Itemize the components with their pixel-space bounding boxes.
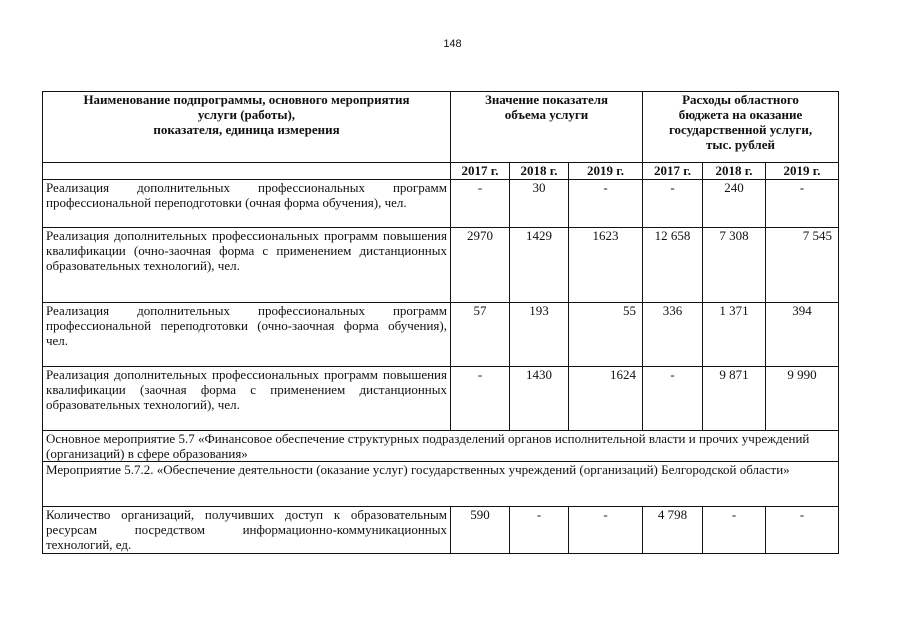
- row-value: 2970: [451, 228, 510, 303]
- row-value: -: [766, 507, 839, 554]
- row-value: -: [643, 367, 703, 431]
- row-value: 9 871: [703, 367, 766, 431]
- row-value: -: [451, 180, 510, 228]
- row-value: 7 308: [703, 228, 766, 303]
- row-value: 240: [703, 180, 766, 228]
- row-value: 590: [451, 507, 510, 554]
- table-row: [43, 507, 839, 554]
- row-value: 30: [510, 180, 569, 228]
- row-name: Количество организаций, получивших доступ к образовательным ресурсам посредством информационно-коммуникационных технологий, ед.: [43, 507, 451, 554]
- table-row: [43, 303, 839, 367]
- row-value: 4 798: [643, 507, 703, 554]
- row-value: 1 371: [703, 303, 766, 367]
- row-value: -: [703, 507, 766, 554]
- row-value: 12 658: [643, 228, 703, 303]
- row-name: Реализация дополнительных профессиональных программ профессиональной переподготовки (очная форма обучения), чел.: [43, 180, 451, 228]
- row-name: Реализация дополнительных профессиональных программ повышения квалификации (заочная форма с применением дистанционных образовательных технологий), чел.: [43, 367, 451, 431]
- budget-table: [42, 91, 839, 554]
- row-value: 1623: [569, 228, 643, 303]
- row-value: 57: [451, 303, 510, 367]
- header-name-column: Наименование подпрограммы, основного мероприятия услуги (работы), показателя, единица измерения: [43, 92, 451, 163]
- row-value: -: [643, 180, 703, 228]
- year-header-row: [43, 163, 839, 180]
- year-label: 2017 г.: [451, 163, 510, 180]
- row-value: 1430: [510, 367, 569, 431]
- row-value: -: [451, 367, 510, 431]
- year-label: 2018 г.: [703, 163, 766, 180]
- activity-5-7-2-title: Мероприятие 5.7.2. «Обеспечение деятельности (оказание услуг) государственных учреждений (организаций) Белгородской области»: [43, 462, 839, 507]
- activity-row: [43, 462, 839, 507]
- row-value: 336: [643, 303, 703, 367]
- row-value: 7 545: [766, 228, 839, 303]
- row-value: 9 990: [766, 367, 839, 431]
- header-cost-column: Расходы областного бюджета на оказание государственной услуги, тыс. рублей: [643, 92, 839, 163]
- table-header-row: [43, 92, 839, 163]
- year-label: 2019 г.: [569, 163, 643, 180]
- activity-5-7-title: Основное мероприятие 5.7 «Финансовое обеспечение структурных подразделений органов исполнительной власти и прочих учреждений (организаций) в сфере образования»: [43, 431, 839, 462]
- table-row: [43, 228, 839, 303]
- row-value: -: [510, 507, 569, 554]
- activity-row: [43, 431, 839, 462]
- year-label: 2017 г.: [643, 163, 703, 180]
- row-value: -: [766, 180, 839, 228]
- row-value: 394: [766, 303, 839, 367]
- row-value: -: [569, 507, 643, 554]
- table-row: [43, 367, 839, 431]
- table-row: [43, 180, 839, 228]
- year-label: 2019 г.: [766, 163, 839, 180]
- year-spacer: [43, 163, 451, 180]
- header-volume-column: Значение показателя объема услуги: [451, 92, 643, 163]
- row-name: Реализация дополнительных профессиональных программ профессиональной переподготовки (очно-заочная форма обучения), чел.: [43, 303, 451, 367]
- row-value: -: [569, 180, 643, 228]
- row-value: 55: [569, 303, 643, 367]
- row-value: 193: [510, 303, 569, 367]
- page-number: 148: [443, 38, 462, 50]
- row-name: Реализация дополнительных профессиональных программ повышения квалификации (очно-заочная форма с применением дистанционных образовательных технологий), чел.: [43, 228, 451, 303]
- row-value: 1429: [510, 228, 569, 303]
- row-value: 1624: [569, 367, 643, 431]
- year-label: 2018 г.: [510, 163, 569, 180]
